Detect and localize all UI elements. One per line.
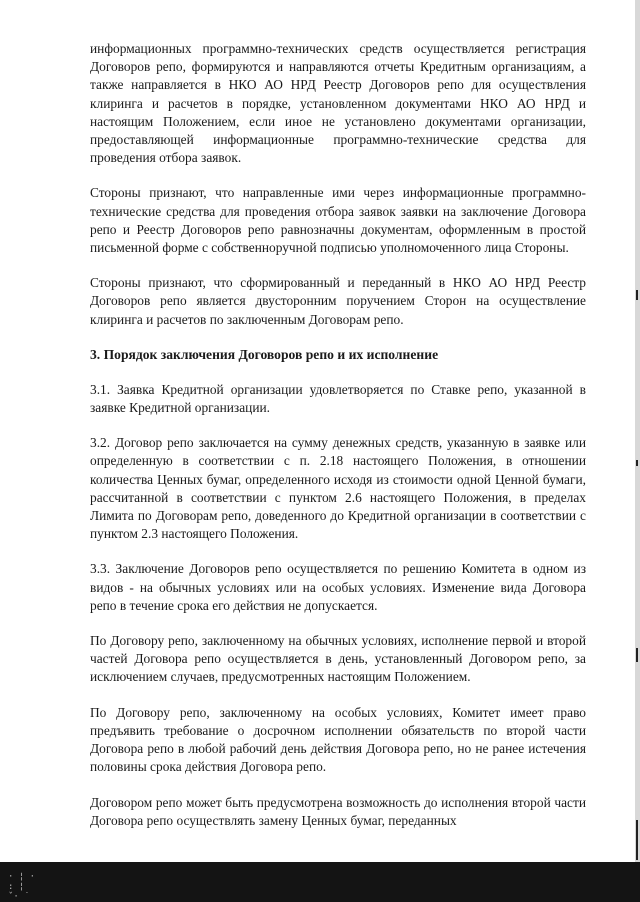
scan-bottom-border xyxy=(0,862,640,902)
paragraph-3-3: 3.3. Заключение Договоров репо осуществляется по решению Комитета в одном из видов - на обычных условиях или на особых условиях. Изменение вида Договора репо в течение срока его действия не допускается. xyxy=(90,561,586,613)
scan-mark xyxy=(636,290,638,300)
paragraph-special-conditions: По Договору репо, заключенному на особых условиях, Комитет имеет право предъявить требование о досрочном исполнении обязательств по второй части Договора репо в любой рабочий день действия Договора репо, но не ранее истечения половины срока действия Договора репо. xyxy=(90,704,586,775)
scan-noise: · ¦ · : ¦ ˇ· ˙ xyxy=(8,872,36,902)
scan-mark xyxy=(636,820,638,860)
paragraph-3-1: 3.1. Заявка Кредитной организации удовлетворяется по Ставке репо, указанной в заявке Кредитной организации. xyxy=(90,381,586,416)
paragraph-parties-equivalence: Стороны признают, что направленные ими через информационные программно-технические средства для проведения отбора заявок заявки на заключение Договора репо и Реестр Договоров репо равнозначны документам, оформленным в простой письменной форме с собственноручной подписью уполномоченного лица Стороны. xyxy=(90,185,586,256)
section-heading: 3. Порядок заключения Договоров репо и их исполнение xyxy=(90,346,439,362)
paragraph-securities-replacement: Договором репо может быть предусмотрена возможность до исполнения второй части Договора репо осуществлять замену Ценных бумаг, переданных xyxy=(90,794,586,828)
scan-mark xyxy=(636,460,638,466)
paragraph-parties-order: Стороны признают, что сформированный и переданный в НКО АО НРД Реестр Договоров репо является двусторонним поручением Сторон на осуществление клиринга и расчетов по заключенным Договорам репо. xyxy=(90,275,586,327)
paragraph-3-2: 3.2. Договор репо заключается на сумму денежных средств, указанную в заявке или определенную в соответствии с п. 2.18 настоящего Положения, в отношении количества Ценных бумаг, определенного исходя из стоимости одной Ценной бумаги, рассчитанной в соответствии с пунктом 2.6 настоящего Положения, в пределах Лимита по Договорам репо, доведенного до Кредитной организации в соответствии с пунктом 2.3 настоящего Положения. xyxy=(90,435,586,542)
scan-mark xyxy=(636,648,638,662)
scan-edge xyxy=(635,0,640,902)
paragraph-ordinary-conditions: По Договору репо, заключенному на обычных условиях, исполнение первой и второй частей Договора репо осуществляется в день, установленный Договором репо, за исключением случаев, предусмотренных настоящим Положением. xyxy=(90,633,586,685)
paragraph-registration: информационных программно-технических средств осуществляется регистрация Договоров репо, формируются и направляются отчеты Кредитным организациям, а также направляется в НКО АО НРД Реестр Договоров репо для осуществления клиринга и расчетов в порядке, установленном документами НКО АО НРД и настоящим Положением, если иное не установлено документами организации, предоставляющей информационные программно-технические средства для проведения отбора заявок. xyxy=(90,41,586,166)
document-page xyxy=(90,40,586,847)
